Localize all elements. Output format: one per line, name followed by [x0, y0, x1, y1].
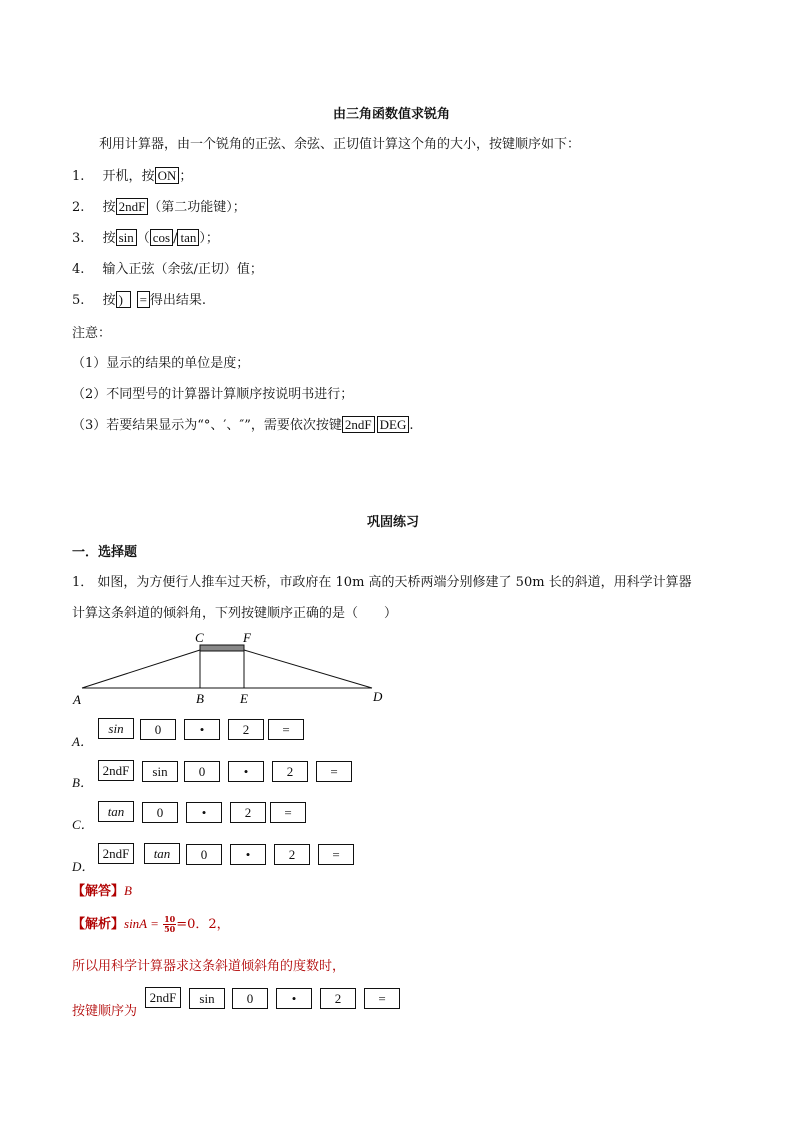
question-type-heading: 一．选择题 — [72, 545, 138, 560]
right-ramp — [244, 650, 372, 688]
zero-key: 0 — [184, 761, 220, 782]
fraction-numerator: 10 — [164, 914, 176, 924]
step-text-end: ）； — [199, 231, 219, 246]
step-4 — [72, 258, 263, 277]
note-3 — [72, 414, 413, 433]
step-2 — [72, 196, 246, 215]
2ndf-key: 2ndF — [98, 843, 134, 864]
zero-key: 0 — [142, 802, 178, 823]
step-text: 按 — [102, 293, 116, 308]
tan-key: tan — [98, 801, 134, 822]
section-title: 由三角函数值求锐角 — [333, 107, 451, 122]
question-line-2: 计算这条斜道的倾斜角，下列按键顺序正确的是（ ） — [72, 606, 398, 621]
close-paren-key: ) — [116, 291, 131, 308]
practice-title: 巩固练习 — [367, 515, 420, 530]
two-key: 2 — [272, 761, 308, 782]
two-key: 2 — [320, 988, 356, 1009]
equals-key: = — [318, 844, 354, 865]
bridge-deck — [200, 645, 244, 651]
paren-open: （ — [136, 231, 150, 246]
answer-value: B — [124, 883, 132, 898]
point-e-label: E — [240, 691, 248, 706]
tan-key: tan — [177, 229, 199, 246]
equals-key: = — [270, 802, 306, 823]
fraction — [163, 915, 176, 934]
zero-key: 0 — [140, 719, 176, 740]
option-c-label: C． — [72, 817, 94, 832]
dot-key: • — [184, 719, 220, 740]
step-number: 5. — [72, 293, 85, 308]
analysis-label: 【解析】 — [72, 917, 125, 932]
step-number: 3. — [72, 231, 85, 246]
equals-key: = — [137, 291, 150, 308]
dot-key: • — [186, 802, 222, 823]
two-key: 2 — [230, 802, 266, 823]
equals-key: = — [364, 988, 400, 1009]
step-number: 1. — [72, 169, 85, 184]
point-b-label: B — [196, 691, 204, 706]
step-text-end: ； — [179, 169, 193, 184]
step-text: 按 — [102, 231, 116, 246]
step-number: 4. — [72, 262, 85, 277]
analysis-line — [72, 913, 230, 934]
option-d-label: D． — [72, 859, 95, 874]
intro-text: 利用计算器，由一个锐角的正弦、余弦、正切值计算这个角的大小，按键顺序如下： — [99, 137, 581, 152]
zero-key: 0 — [186, 844, 222, 865]
final-label: 按键顺序为 — [72, 1004, 138, 1019]
note-3-text: （3）若要结果显示为“°、′、″”，需要依次按键 — [72, 418, 342, 433]
step-text-end: 得出结果. — [149, 293, 207, 308]
tan-key: tan — [144, 843, 180, 864]
step-number: 2. — [72, 200, 85, 215]
note-1: （1）显示的结果的单位是度； — [72, 356, 250, 371]
step-text: 开机，按 — [102, 169, 155, 184]
two-key: 2 — [228, 719, 264, 740]
sin-key: sin — [98, 718, 134, 739]
2ndf-key: 2ndF — [342, 416, 375, 433]
analysis-expression: sinA = — [124, 916, 159, 931]
note-3-end: . — [409, 418, 414, 433]
dot-key: • — [276, 988, 312, 1009]
step-text-end: （第二功能键）； — [148, 200, 246, 215]
bridge-figure — [70, 628, 390, 710]
equals-key: = — [316, 761, 352, 782]
step-text: 按 — [102, 200, 116, 215]
2ndf-key: 2ndF — [116, 198, 149, 215]
step-3 — [72, 227, 219, 246]
point-a-label: A — [73, 692, 81, 707]
point-f-label: F — [243, 630, 251, 645]
point-d-label: D — [373, 689, 383, 704]
option-b-label: B． — [72, 775, 93, 790]
analysis-result: =0．2， — [176, 917, 230, 932]
note-2: （2）不同型号的计算器计算顺序按说明书进行； — [72, 387, 354, 402]
slash: / — [173, 231, 178, 246]
on-key: ON — [155, 167, 180, 184]
two-key: 2 — [274, 844, 310, 865]
zero-key: 0 — [232, 988, 268, 1009]
step-text: 输入正弦（余弦/正切）值； — [102, 262, 263, 277]
dot-key: • — [230, 844, 266, 865]
note-label: 注意： — [72, 326, 112, 341]
sin-key: sin — [142, 761, 178, 782]
option-a-label: A． — [72, 734, 93, 749]
cos-key: cos — [150, 229, 173, 246]
point-c-label: C — [195, 630, 204, 645]
question-line-1: 1． 如图，为方便行人推车过天桥，市政府在 10m 高的天桥两端分别修建了 50m 长的斜道，用科学计算器 — [72, 575, 692, 590]
fraction-denominator: 50 — [164, 924, 176, 934]
sin-key: sin — [116, 229, 137, 246]
left-ramp — [82, 650, 200, 688]
equals-key: = — [268, 719, 304, 740]
dot-key: • — [228, 761, 264, 782]
step-1 — [72, 165, 192, 184]
2ndf-key: 2ndF — [98, 760, 134, 781]
answer-line — [72, 880, 132, 899]
2ndf-key: 2ndF — [145, 987, 181, 1008]
answer-label: 【解答】 — [72, 884, 125, 899]
conclusion-text: 所以用科学计算器求这条斜道倾斜角的度数时， — [72, 959, 346, 974]
sin-key: sin — [189, 988, 225, 1009]
step-5 — [72, 289, 206, 308]
deg-key: DEG — [377, 416, 410, 433]
